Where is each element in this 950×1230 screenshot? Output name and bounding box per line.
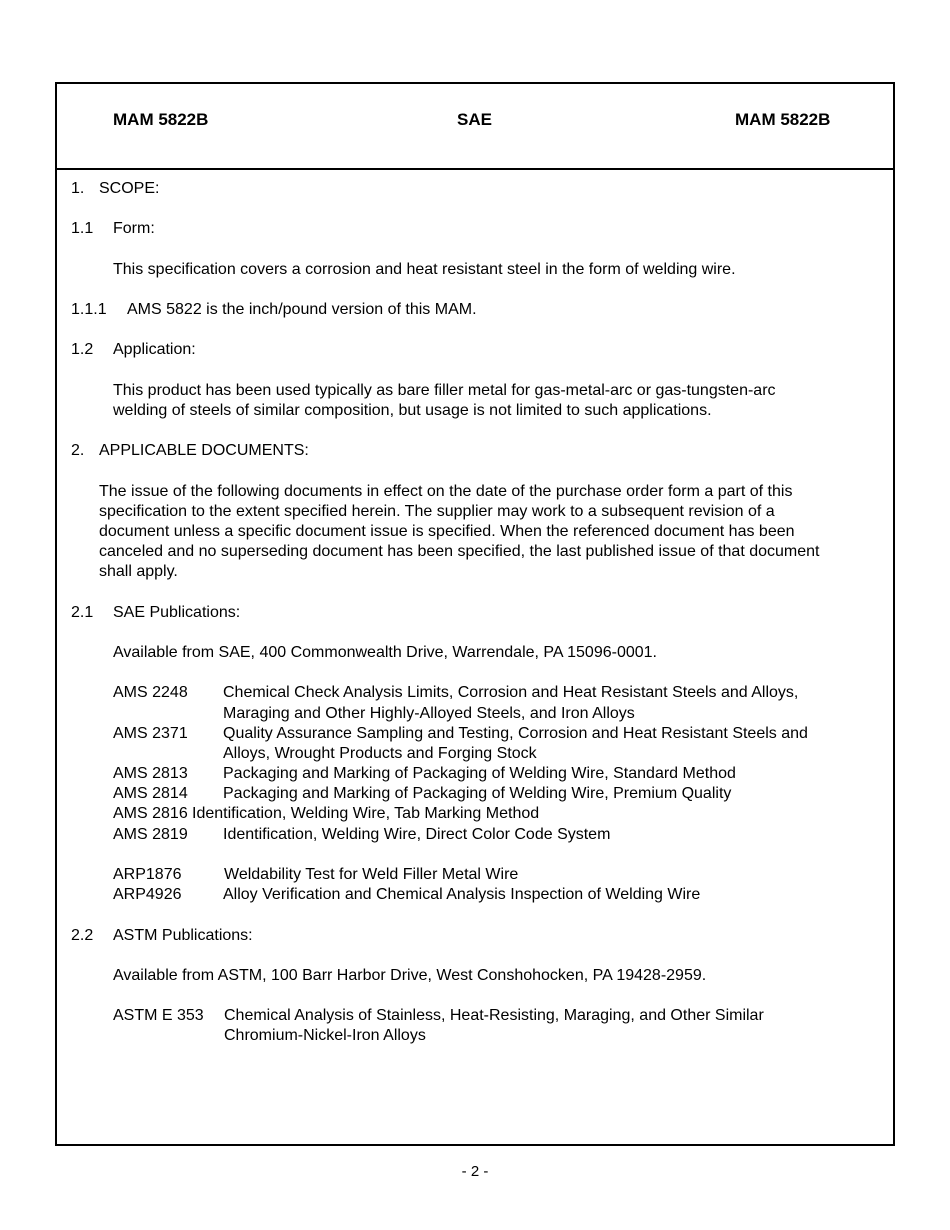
paragraph-line: document unless a specific document issue is specified. When the referenced document has been (99, 523, 795, 540)
reference-title-line: Quality Assurance Sampling and Testing, Corrosion and Heat Resistant Steels and (223, 725, 808, 742)
reference-title-line: Chemical Check Analysis Limits, Corrosion and Heat Resistant Steels and Alloys, (223, 684, 799, 701)
reference-title-line: Alloys, Wrought Products and Forging Stock (223, 745, 537, 762)
section-number: 1.1 (71, 220, 94, 237)
paragraph-line: The issue of the following documents in effect on the date of the purchase order form a part of this (99, 483, 793, 500)
section-title: SAE Publications: (113, 604, 241, 621)
reference-title-line: Packaging and Marking of Packaging of Welding Wire, Standard Method (223, 765, 736, 782)
reference-title-line: Weldability Test for Weld Filler Metal Wire (224, 866, 519, 883)
reference-code: ARP4926 (113, 886, 182, 903)
reference-title-line: Alloy Verification and Chemical Analysis Inspection of Welding Wire (223, 886, 701, 903)
reference-code: AMS 2371 (113, 725, 188, 742)
paragraph: AMS 5822 is the inch/pound version of this MAM. (127, 301, 477, 318)
reference-code: ARP1876 (113, 866, 182, 883)
page-number: - 2 - (461, 1163, 489, 1180)
document-body (57, 84, 893, 1144)
header-org: SAE (457, 110, 492, 129)
section-number: 1.1.1 (71, 301, 107, 318)
section-title: APPLICABLE DOCUMENTS: (99, 442, 309, 459)
reference-code: ASTM E 353 (113, 1007, 204, 1024)
reference-title-line: Packaging and Marking of Packaging of Welding Wire, Premium Quality (223, 785, 732, 802)
reference-title-line: Maraging and Other Highly-Alloyed Steels, and Iron Alloys (223, 705, 635, 722)
paragraph-line: specification to the extent specified herein. The supplier may work to a subsequent revision of a (99, 503, 775, 520)
header-doc-number-left: MAM 5822B (113, 110, 209, 129)
section-number: 1.2 (71, 341, 94, 358)
reference-title-line: Identification, Welding Wire, Direct Color Code System (223, 826, 611, 843)
paragraph-line: welding of steels of similar composition, but usage is not limited to such applications. (113, 402, 712, 419)
reference-title-line: Chemical Analysis of Stainless, Heat-Resisting, Maraging, and Other Similar (224, 1007, 764, 1024)
section-number: 2.1 (71, 604, 94, 621)
paragraph-line: This product has been used typically as bare filler metal for gas-metal-arc or gas-tungsten-arc (113, 382, 776, 399)
section-number: 2. (71, 442, 85, 459)
header-doc-number-right: MAM 5822B (735, 110, 831, 129)
availability-note: Available from SAE, 400 Commonwealth Drive, Warrendale, PA 15096-0001. (113, 644, 657, 661)
reference-code: AMS 2813 (113, 765, 188, 782)
reference-code: AMS 2816 (113, 805, 188, 822)
reference-title-line: Identification, Welding Wire, Tab Marking Method (192, 805, 540, 822)
reference-code: AMS 2819 (113, 826, 188, 843)
section-title: ASTM Publications: (113, 927, 253, 944)
section-title: Application: (113, 341, 196, 358)
reference-title-line: Chromium-Nickel-Iron Alloys (224, 1027, 426, 1044)
reference-code: AMS 2814 (113, 785, 188, 802)
section-title: SCOPE: (99, 180, 160, 197)
section-number: 2.2 (71, 927, 94, 944)
reference-code: AMS 2248 (113, 684, 188, 701)
section-title: Form: (113, 220, 155, 237)
paragraph-line: canceled and no superseding document has been specified, the last published issue of that document (99, 543, 820, 560)
availability-note: Available from ASTM, 100 Barr Harbor Drive, West Conshohocken, PA 19428-2959. (113, 967, 707, 984)
section-number: 1. (71, 180, 85, 197)
paragraph: This specification covers a corrosion and heat resistant steel in the form of welding wire. (113, 261, 736, 278)
page-frame (55, 82, 895, 1146)
paragraph-line: shall apply. (99, 563, 178, 580)
